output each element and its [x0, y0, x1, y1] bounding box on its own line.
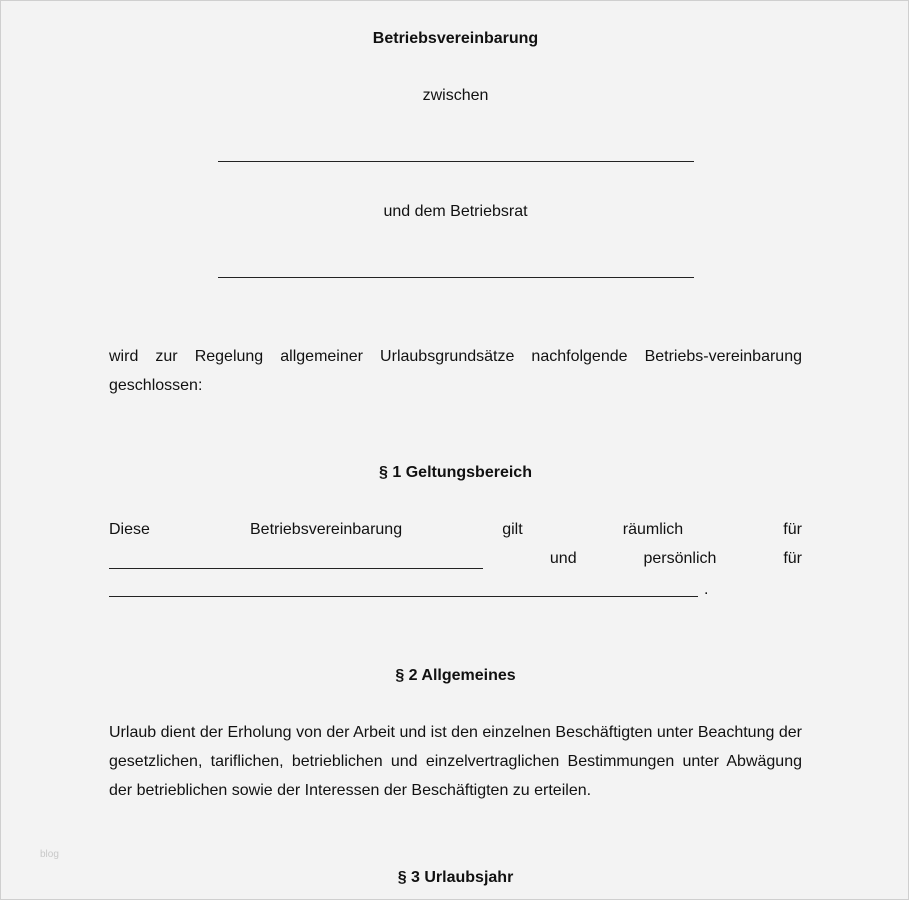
document-title: Betriebsvereinbarung — [372, 30, 539, 47]
location-blank-line — [109, 568, 483, 569]
section-1-word: für — [783, 550, 802, 567]
intro-paragraph: wird zur Regelung allgemeiner Urlaubsgrundsätze nachfolgende Betriebs-vereinbarung geschlossen: — [109, 348, 802, 394]
section-1-word: persönlich — [643, 550, 717, 567]
section-2-paragraph: Urlaub dient der Erholung von der Arbeit und ist den einzelnen Beschäftigten unter Beachtung der gesetzlichen, tariflichen, betrieblichen und einzelvertraglichen Bestimmungen unter Abwägung der betrieblichen sowie der Interessen der Beschäftigten zu erteilen. — [109, 724, 802, 799]
works-council-blank-line — [218, 277, 694, 278]
section-1-word: gilt — [502, 521, 523, 538]
between-label: zwischen — [422, 87, 489, 104]
section-1-row-2 — [109, 549, 802, 569]
section-1-end-period: . — [704, 581, 709, 598]
works-council-label: und dem Betriebsrat — [383, 203, 528, 220]
section-1-heading: § 1 Geltungsbereich — [379, 464, 532, 481]
watermark: blog — [40, 849, 59, 860]
section-1-word: räumlich — [622, 521, 684, 538]
section-1-word: Betriebsvereinbarung — [250, 521, 403, 538]
section-2-heading: § 2 Allgemeines — [395, 667, 516, 684]
section-1-word: für — [783, 521, 802, 538]
section-1-word: und — [549, 550, 577, 567]
persons-blank-line — [109, 596, 698, 597]
section-1-word: Diese — [109, 521, 150, 538]
employer-blank-line — [218, 161, 694, 162]
section-3-heading: § 3 Urlaubsjahr — [397, 869, 514, 886]
section-1-row-1 — [109, 520, 802, 540]
